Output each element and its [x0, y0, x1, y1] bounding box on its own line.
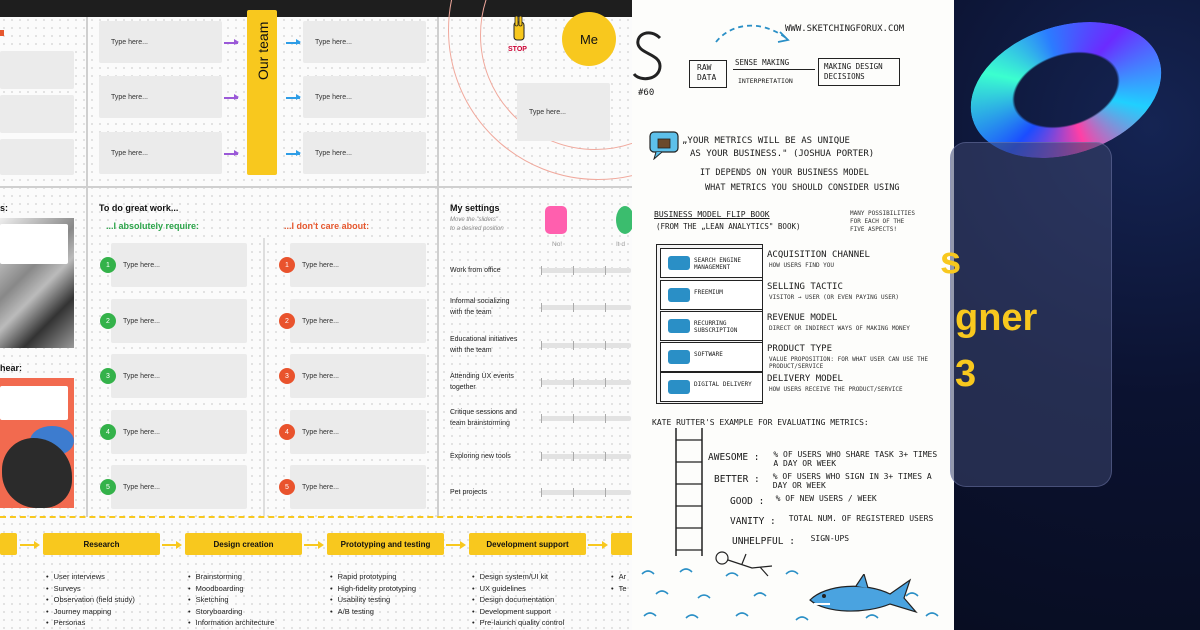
slider-tick	[541, 414, 542, 423]
row-icon	[668, 350, 690, 364]
note-text: Type here...	[111, 38, 148, 46]
flow-text: DECISIONS	[824, 72, 865, 81]
note-text: Type here...	[315, 38, 352, 46]
arrow-icon	[224, 153, 238, 155]
arrow-icon	[224, 42, 238, 44]
slider-tick	[605, 303, 606, 312]
note-text: Type here...	[302, 483, 339, 491]
list-item: • Observation (field study)	[46, 594, 135, 606]
divider	[437, 17, 439, 517]
list-item: • Storyboarding	[188, 606, 274, 618]
slider-tick	[573, 341, 574, 350]
slider-tick	[573, 452, 574, 461]
sticky-note[interactable]	[290, 243, 426, 287]
number-badge: 5	[279, 479, 295, 495]
setting-label-line: with the team	[450, 347, 492, 354]
number-badge: 4	[279, 424, 295, 440]
sticky-note[interactable]	[111, 465, 247, 509]
slider-tick	[541, 378, 542, 387]
stop-hand-icon	[511, 16, 527, 46]
note-text: Type here...	[315, 93, 352, 101]
phase-divider	[0, 516, 632, 518]
flow-text: RAW	[697, 63, 712, 72]
row-icon	[668, 256, 690, 270]
promo-text-line2: gner	[955, 297, 1038, 339]
team-column[interactable]	[247, 10, 277, 175]
arrow-icon	[446, 544, 464, 546]
flipbook-subtitle: (FROM THE „LEAN ANALYTICS" BOOK)	[656, 222, 801, 231]
list-item: • Usability testing	[330, 594, 416, 606]
phase-box[interactable]	[327, 533, 444, 555]
sticky-note[interactable]	[99, 132, 222, 174]
sticky-note[interactable]	[0, 51, 74, 89]
flipbook-tag: SEARCH ENGINE MANAGEMENT	[694, 257, 741, 271]
slider-tick	[573, 488, 574, 497]
number-badge: 1	[279, 257, 295, 273]
phase-box[interactable]	[469, 533, 586, 555]
slider-tick	[605, 266, 606, 275]
hint-line: to a desired position	[450, 226, 504, 232]
divider	[86, 17, 88, 517]
aspect-desc: DIRECT OR INDIRECT WAYS OF MAKING MONEY	[769, 325, 910, 332]
flipbook-title: BUSINESS MODEL FLIP BOOK	[654, 210, 770, 219]
phase-list	[188, 571, 274, 629]
flipbook-tag: DIGITAL DELIVERY	[694, 381, 752, 388]
metric-level: VANITY :	[730, 516, 776, 527]
setting-label-line: Pet projects	[450, 489, 487, 496]
slider-tick	[605, 341, 606, 350]
phase-box[interactable]	[43, 533, 160, 555]
number-badge: 2	[100, 313, 116, 329]
note-text: Type here...	[302, 317, 339, 325]
metric-desc: % OF USERS WHO SHARE TASK 3+ TIMES A DAY OR WEEK	[773, 450, 938, 468]
dashed-arrow-icon	[712, 20, 792, 48]
flipbook-tag: SOFTWARE	[694, 351, 723, 358]
arrow-icon	[304, 544, 322, 546]
note-text: Type here...	[529, 108, 566, 116]
slider-tick	[605, 414, 606, 423]
list-item: • Rapid prototyping	[330, 571, 416, 583]
list-item: • Sketching	[188, 594, 274, 606]
row-icon	[668, 288, 690, 302]
require-title: ...I absolutely require:	[106, 221, 200, 231]
hint-line: Move the "sliders"	[450, 217, 498, 223]
aspect-desc: HOW USERS FIND YOU	[769, 262, 835, 269]
phase-list	[472, 571, 564, 629]
number-badge: 4	[100, 424, 116, 440]
setting-slider[interactable]	[541, 343, 631, 348]
me-label: Me	[579, 31, 599, 47]
arrow-icon	[162, 544, 180, 546]
list-item: • Moodboarding	[188, 583, 274, 595]
list-item: • Ar	[611, 571, 627, 583]
row-icon	[668, 319, 690, 333]
slider-tick	[541, 303, 542, 312]
flow-step: INTERPRETATION	[738, 77, 793, 85]
website-url[interactable]: WWW.SKETCHINGFORUX.COM	[785, 24, 905, 34]
heading-fragment	[0, 30, 4, 36]
setting-label-line: together	[450, 384, 476, 391]
sticky-note[interactable]	[0, 386, 68, 420]
quote-line: „YOUR METRICS WILL BE AS UNIQUE	[682, 136, 850, 146]
list-item: • User interviews	[46, 571, 135, 583]
slider-tick	[605, 452, 606, 461]
sticky-note[interactable]	[517, 83, 610, 141]
number-badge: 1	[100, 257, 116, 273]
list-item: • UX guidelines	[472, 583, 564, 595]
setting-label-line: team brainstorming	[450, 420, 510, 427]
list-item: • Personas	[46, 617, 135, 629]
note-text: Type here...	[315, 149, 352, 157]
number-badge: 3	[279, 368, 295, 384]
setting-label-line: Critique sessions and	[450, 409, 517, 416]
list-item: • Development support	[472, 606, 564, 618]
note-text: Type here...	[123, 261, 160, 269]
slider-tick	[573, 266, 574, 275]
divider	[0, 186, 632, 188]
note-text: Type here...	[123, 483, 160, 491]
note-line: FOR EACH OF THE	[850, 218, 905, 225]
setting-label-line: Work from office	[450, 267, 501, 274]
list-item: • A/B testing	[330, 606, 416, 618]
phase-box[interactable]	[0, 533, 17, 555]
settings-title: My settings	[450, 203, 500, 213]
stop-label: STOP	[508, 46, 527, 53]
slider-tick	[541, 488, 542, 497]
slider-tick	[573, 303, 574, 312]
phase-box[interactable]	[185, 533, 302, 555]
metric-level: GOOD :	[730, 496, 765, 507]
sticky-note[interactable]	[111, 299, 247, 343]
no-face-icon	[545, 206, 567, 234]
setting-label-line: Educational initiatives	[450, 336, 518, 343]
slider-tick	[541, 452, 542, 461]
no-label: No!	[552, 241, 563, 248]
kate-heading: KATE RUTTER'S EXAMPLE FOR EVALUATING METRICS:	[652, 418, 869, 427]
note-text: Type here...	[123, 317, 160, 325]
list-item: • High-fidelity prototyping	[330, 583, 416, 595]
flow-step	[697, 63, 716, 83]
episode-number: #60	[638, 88, 655, 98]
setting-label-line: Exploring new tools	[450, 453, 511, 460]
setting-slider[interactable]	[541, 380, 631, 385]
setting-label-line: Informal socializing	[450, 298, 510, 305]
phase-list	[611, 571, 627, 594]
sticky-note[interactable]	[303, 76, 426, 118]
promo-text-line3: 3	[955, 353, 977, 395]
note-text: Type here...	[302, 261, 339, 269]
note-text: Type here...	[111, 93, 148, 101]
note-text	[850, 210, 915, 234]
setting-label-line: with the team	[450, 309, 492, 316]
todo-title: To do great work...	[99, 203, 179, 213]
arrow-icon	[286, 97, 300, 99]
setting-slider[interactable]	[541, 490, 631, 495]
metric-level: AWESOME :	[708, 452, 760, 463]
metric-desc: % OF USERS WHO SIGN IN 3+ TIMES A DAY OR WEEK	[772, 472, 932, 490]
letter-s-icon	[632, 28, 666, 88]
row-icon	[668, 380, 690, 394]
phase-list	[46, 571, 135, 629]
sticky-note[interactable]	[290, 465, 426, 509]
metric-desc: TOTAL NUM. OF REGISTERED USERS	[788, 514, 934, 523]
phase-title: Research	[83, 539, 120, 549]
aspect-title: REVENUE MODEL	[767, 313, 838, 323]
briefcase-icon	[648, 130, 680, 160]
metric-desc: % OF NEW USERS / WEEK	[775, 494, 877, 503]
setting-slider[interactable]	[541, 454, 631, 459]
sticky-note[interactable]	[99, 21, 222, 63]
phase-title: Design creation	[213, 539, 274, 549]
phase-title: Prototyping and testing	[340, 539, 431, 549]
setting-slider[interactable]	[541, 305, 631, 310]
arrow-icon	[286, 42, 300, 44]
setting-label	[450, 407, 540, 429]
arrow-icon	[224, 97, 238, 99]
flow-step	[824, 62, 883, 82]
arrow-icon	[733, 69, 815, 70]
setting-slider[interactable]	[541, 268, 631, 273]
sticky-note[interactable]	[290, 410, 426, 454]
dont-care-title: ...I don't care about:	[284, 221, 370, 231]
arrow-icon	[588, 544, 606, 546]
aspect-title: PRODUCT TYPE	[767, 344, 833, 354]
aspect-title: DELIVERY MODEL	[767, 374, 843, 384]
team-label: Our team	[255, 21, 271, 80]
sticky-note[interactable]	[99, 76, 222, 118]
quote-line: AS YOUR BUSINESS." (JOSHUA PORTER)	[690, 149, 875, 159]
body-line: IT DEPENDS ON YOUR BUSINESS MODEL	[700, 168, 869, 178]
list-item: • Pre-launch quality control	[472, 617, 564, 629]
aspect-desc: HOW USERS RECEIVE THE PRODUCT/SERVICE	[769, 386, 903, 393]
number-badge: 2	[279, 313, 295, 329]
list-item: • Information architecture	[188, 617, 274, 629]
note-text: Type here...	[302, 428, 339, 436]
comic-image	[0, 378, 74, 508]
ladder-icon	[672, 428, 712, 556]
aspect-desc: VISITOR → USER (OR EVEN PAYING USER)	[769, 294, 900, 301]
aspect-title: SELLING TACTIC	[767, 282, 843, 292]
note-text: Type here...	[123, 372, 160, 380]
aspect-title: ACQUISITION CHANNEL	[767, 250, 870, 260]
flow-text: MAKING DESIGN	[824, 62, 883, 71]
it-label: It d	[616, 241, 626, 248]
phase-list	[330, 571, 416, 617]
sticky-note[interactable]	[0, 95, 74, 133]
settings-hint	[450, 216, 504, 234]
sticky-note[interactable]	[303, 21, 426, 63]
slider-tick	[605, 378, 606, 387]
number-badge: 3	[100, 368, 116, 384]
setting-label-line: Attending UX events	[450, 373, 514, 380]
slider-tick	[573, 414, 574, 423]
sticky-note[interactable]	[290, 299, 426, 343]
happy-face-icon	[616, 206, 632, 234]
number-badge: 5	[100, 479, 116, 495]
setting-label	[450, 451, 540, 462]
flipbook-tag: RECURRING SUBSCRIPTION	[694, 320, 738, 334]
flipbook-tag: FREEMIUM	[694, 289, 723, 296]
arrow-icon	[286, 153, 300, 155]
aspect-desc: VALUE PROPOSITION: FOR WHAT USER CAN USE THE PRODUCT/SERVICE	[769, 356, 928, 370]
setting-label	[450, 334, 540, 356]
note-text: Type here...	[123, 428, 160, 436]
slider-tick	[541, 266, 542, 275]
phase-box[interactable]	[611, 533, 632, 555]
list-item: • Brainstorming	[188, 571, 274, 583]
list-item: • Te	[611, 583, 627, 595]
list-item: • Surveys	[46, 583, 135, 595]
waves-icon	[636, 566, 946, 626]
setting-label	[450, 265, 540, 276]
metric-level: BETTER :	[714, 474, 760, 485]
metric-level: UNHELPFUL :	[732, 536, 795, 547]
note-text: Type here...	[111, 149, 148, 157]
slider-tick	[541, 341, 542, 350]
note-line: FIVE ASPECTS!	[850, 226, 897, 233]
setting-label	[450, 371, 540, 393]
photo-image	[0, 218, 74, 348]
list-item: • Design documentation	[472, 594, 564, 606]
slider-tick	[605, 488, 606, 497]
setting-slider[interactable]	[541, 416, 631, 421]
sticky-note[interactable]	[111, 410, 247, 454]
section-heading: s:	[0, 203, 9, 213]
sticky-note[interactable]	[0, 224, 68, 264]
note-text: Type here...	[302, 372, 339, 380]
section-heading: hear:	[0, 363, 23, 373]
body-line: WHAT METRICS YOU SHOULD CONSIDER USING	[705, 183, 900, 193]
phase-title: Development support	[486, 539, 569, 549]
list-item: • Journey mapping	[46, 606, 135, 618]
note-line: MANY POSSIBILITIES	[850, 210, 916, 217]
sticky-note[interactable]	[290, 354, 426, 398]
sticky-note[interactable]	[111, 354, 247, 398]
me-circle[interactable]	[562, 12, 616, 66]
metric-desc: SIGN-UPS	[810, 534, 850, 543]
arrow-icon	[20, 544, 38, 546]
sticky-note[interactable]	[303, 132, 426, 174]
slider-tick	[573, 378, 574, 387]
sticky-note[interactable]	[0, 139, 74, 175]
flow-text: DATA	[697, 73, 717, 82]
setting-label	[450, 487, 540, 498]
setting-label	[450, 296, 540, 318]
divider	[263, 238, 265, 516]
flow-step: SENSE MAKING	[735, 58, 790, 67]
sticky-note[interactable]	[111, 243, 247, 287]
list-item: • Design system/UI kit	[472, 571, 564, 583]
promo-text-line1: s	[940, 240, 962, 282]
